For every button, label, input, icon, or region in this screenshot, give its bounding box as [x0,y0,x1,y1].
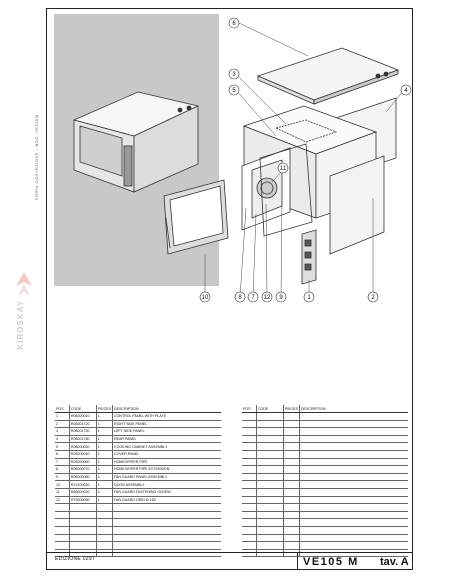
empty-cell [299,413,408,421]
cell-description: HOMEOPIPER PIPE EXTENSION [112,466,221,474]
cell-pieces: 1 [96,450,112,458]
empty-cell [242,534,256,542]
cell-description: CONTROL PANEL WITH PLATE [112,413,221,421]
cell-code: R08201720 [69,420,96,428]
table-row [55,473,221,481]
empty-cell [242,496,256,504]
cell-code [69,519,96,527]
cell-code [69,534,96,542]
table-row [242,534,408,542]
callout-3 [229,69,239,79]
sheet-number: tav. A [380,556,409,568]
table-row [55,466,221,474]
empty-cell [283,496,299,504]
empty-cell [299,519,408,527]
cell-pos: 8 [55,466,69,474]
cell-pos: 12 [55,496,69,504]
empty-cell [256,488,283,496]
table-row [242,496,408,504]
cell-code: R08200020 [69,443,96,451]
col-description: DESCRIPTION [112,405,221,413]
svg-text:10: 10 [201,295,209,301]
empty-cell [299,466,408,474]
empty-cell [256,511,283,519]
empty-cell [256,496,283,504]
callout-5 [229,85,239,95]
cell-pieces [96,511,112,519]
empty-cell [299,542,408,550]
cell-pieces: 2 [96,488,112,496]
table-row [242,488,408,496]
cell-code [69,542,96,550]
cell-pos [55,511,69,519]
cell-code: R08200040 [69,450,96,458]
svg-text:5: 5 [232,88,236,94]
col-code: CODE [256,405,283,413]
cell-pos [55,526,69,534]
empty-cell [242,428,256,436]
empty-cell [256,504,283,512]
callout-7 [248,292,258,302]
table-row [242,428,408,436]
table-row [242,466,408,474]
callout-8 [235,292,245,302]
empty-cell [242,488,256,496]
table-row [242,458,408,466]
empty-cell [299,488,408,496]
cell-description: HOMEOPIPER PIPE [112,458,221,466]
empty-cell [283,526,299,534]
empty-cell [242,458,256,466]
empty-cell [242,519,256,527]
table-row [55,511,221,519]
cell-pos: 9 [55,473,69,481]
table-row [55,526,221,534]
empty-cell [283,435,299,443]
empty-cell [256,443,283,451]
callout-2 [368,292,378,302]
empty-cell [256,435,283,443]
cover-panel [258,48,398,104]
empty-cell [299,450,408,458]
cell-pieces: 1 [96,496,112,504]
cell-code: R08201760 [69,435,96,443]
parts-table-right-header [242,405,408,413]
footer-rule [46,552,413,553]
cell-pieces [96,504,112,512]
empty-cell [283,534,299,542]
cell-description [112,504,221,512]
callout-9 [276,292,286,302]
cell-description [112,542,221,550]
cell-description: COVER PANEL [112,450,221,458]
footer-divider [297,553,298,570]
table-row [242,481,408,489]
svg-text:3: 3 [232,72,236,78]
empty-cell [283,466,299,474]
cell-code: R08200070 [69,466,96,474]
table-row [55,443,221,451]
cell-description: RIGHT SIDE PANEL [112,420,221,428]
cell-pieces [96,526,112,534]
empty-cell [283,542,299,550]
cell-pos: 3 [55,428,69,436]
cell-pieces: 1 [96,473,112,481]
svg-text:1: 1 [307,295,311,301]
svg-text:12: 12 [263,295,271,301]
empty-cell [256,428,283,436]
empty-cell [283,458,299,466]
cell-pieces [96,542,112,550]
cell-pieces [96,534,112,542]
empty-cell [242,542,256,550]
cell-code: R08200010 [69,413,96,421]
empty-cell [299,458,408,466]
cell-code [69,504,96,512]
cell-pieces: 1 [96,443,112,451]
callout-10 [200,292,210,302]
empty-cell [256,466,283,474]
cell-pieces: 1 [96,413,112,421]
empty-cell [299,420,408,428]
empty-cell [242,420,256,428]
empty-cell [256,473,283,481]
table-row [55,481,221,489]
empty-cell [242,473,256,481]
empty-cell [299,526,408,534]
empty-cell [283,481,299,489]
empty-cell [242,511,256,519]
table-row [55,428,221,436]
table-row [242,473,408,481]
empty-cell [256,542,283,550]
cell-code: R13100020 [69,481,96,489]
cell-description: FAN GUARD PANEL ASSEMBLY [112,473,221,481]
cell-pos: 4 [55,435,69,443]
callout-6 [229,18,239,28]
table-row [55,450,221,458]
table-row [55,488,221,496]
callout-12 [262,292,272,302]
empty-cell [242,443,256,451]
empty-cell [242,504,256,512]
table-row [55,542,221,550]
table-row [242,504,408,512]
table-row [242,511,408,519]
control-panel [302,230,316,284]
side-caption: FORNI CONVEZIONE - MOD. VE105M [34,114,39,200]
empty-cell [283,511,299,519]
empty-cell [256,420,283,428]
exploded-view-drawing [46,8,413,403]
empty-cell [283,413,299,421]
cell-code [69,511,96,519]
cell-pos: 6 [55,450,69,458]
empty-cell [283,420,299,428]
svg-text:7: 7 [251,295,255,301]
cell-pieces [96,519,112,527]
oven-photo [74,92,198,192]
empty-cell [299,534,408,542]
empty-cell [283,488,299,496]
cell-description [112,534,221,542]
col-pos: POS [242,405,256,413]
empty-cell [299,428,408,436]
table-row [242,413,408,421]
table-row [55,534,221,542]
table-row [55,496,221,504]
cell-description: DOOR ASSEMBLY [112,481,221,489]
empty-cell [299,435,408,443]
cell-pos: 1 [55,413,69,421]
callout-11 [278,163,288,173]
empty-cell [256,458,283,466]
empty-cell [256,519,283,527]
empty-cell [283,428,299,436]
cell-pieces: 1 [96,481,112,489]
table-row [55,435,221,443]
callout-4 [401,85,411,95]
empty-cell [299,496,408,504]
svg-text:6: 6 [232,21,236,27]
table-row [55,420,221,428]
table-row [242,443,408,451]
table-row [242,519,408,527]
table-row [242,420,408,428]
empty-cell [256,413,283,421]
empty-cell [299,504,408,512]
svg-text:9: 9 [279,295,283,301]
cell-code: R08200080 [69,473,96,481]
cell-description: LEFT SIDE PANEL [112,428,221,436]
cell-code: R08201730 [69,428,96,436]
cell-pos [55,504,69,512]
empty-cell [299,481,408,489]
cell-description [112,511,221,519]
parts-list-table-right [242,405,408,557]
cell-code: R75000050 [69,496,96,504]
empty-cell [299,511,408,519]
cell-pos: 10 [55,481,69,489]
table-row [242,526,408,534]
cell-pos: 5 [55,443,69,451]
callout-1 [304,292,314,302]
cell-code: R08200060 [69,458,96,466]
svg-text:8: 8 [238,295,242,301]
empty-cell [283,504,299,512]
table-row [55,458,221,466]
cell-description [112,519,221,527]
table-row [242,435,408,443]
cell-pos: 11 [55,488,69,496]
col-pieces: PIECES [97,406,111,411]
cell-description: REAR PANEL [112,435,221,443]
empty-cell [283,473,299,481]
cell-code: R86000020 [69,488,96,496]
empty-cell [242,526,256,534]
empty-cell [242,466,256,474]
door-photo [164,180,228,254]
cell-description: COOKING CABINET ASSEMBLY [112,443,221,451]
empty-cell [242,435,256,443]
empty-cell [242,481,256,489]
col-pos: POS [55,405,69,413]
table-row [55,413,221,421]
empty-cell [242,450,256,458]
cell-pieces: 1 [96,466,112,474]
edition-label: EDIZIONE 0297 [55,556,96,562]
cell-description [112,526,221,534]
brand-watermark-text: KIROSKAY [16,300,25,350]
svg-text:4: 4 [404,88,408,94]
cell-pos: 7 [55,458,69,466]
empty-cell [283,450,299,458]
table-row [55,504,221,512]
cell-pos [55,519,69,527]
cell-code [69,526,96,534]
cell-pieces: 1 [96,420,112,428]
empty-cell [283,443,299,451]
svg-text:2: 2 [371,295,375,301]
cell-pos [55,534,69,542]
cell-pos [55,542,69,550]
svg-text:11: 11 [279,166,287,172]
table-row [242,450,408,458]
table-row [242,542,408,550]
cell-description: FAN GUARD FASTENING SCREW [112,488,221,496]
cell-pieces: 1 [96,435,112,443]
col-description: DESCRIPTION [299,405,408,413]
parts-list-table [55,405,221,557]
cell-description: FAN GUARD GRID Ø 150 [112,496,221,504]
table-row [55,519,221,527]
empty-cell [256,534,283,542]
empty-cell [256,526,283,534]
model-code: VE105 M [303,556,359,568]
cell-pos: 2 [55,420,69,428]
empty-cell [299,443,408,451]
cell-pieces: 1 [96,428,112,436]
empty-cell [256,481,283,489]
empty-cell [256,450,283,458]
parts-table-header [55,405,221,413]
col-code: CODE [69,405,96,413]
cell-pieces: 1 [96,458,112,466]
empty-cell [299,473,408,481]
empty-cell [242,413,256,421]
col-pieces: PIECES [284,406,298,411]
empty-cell [283,519,299,527]
